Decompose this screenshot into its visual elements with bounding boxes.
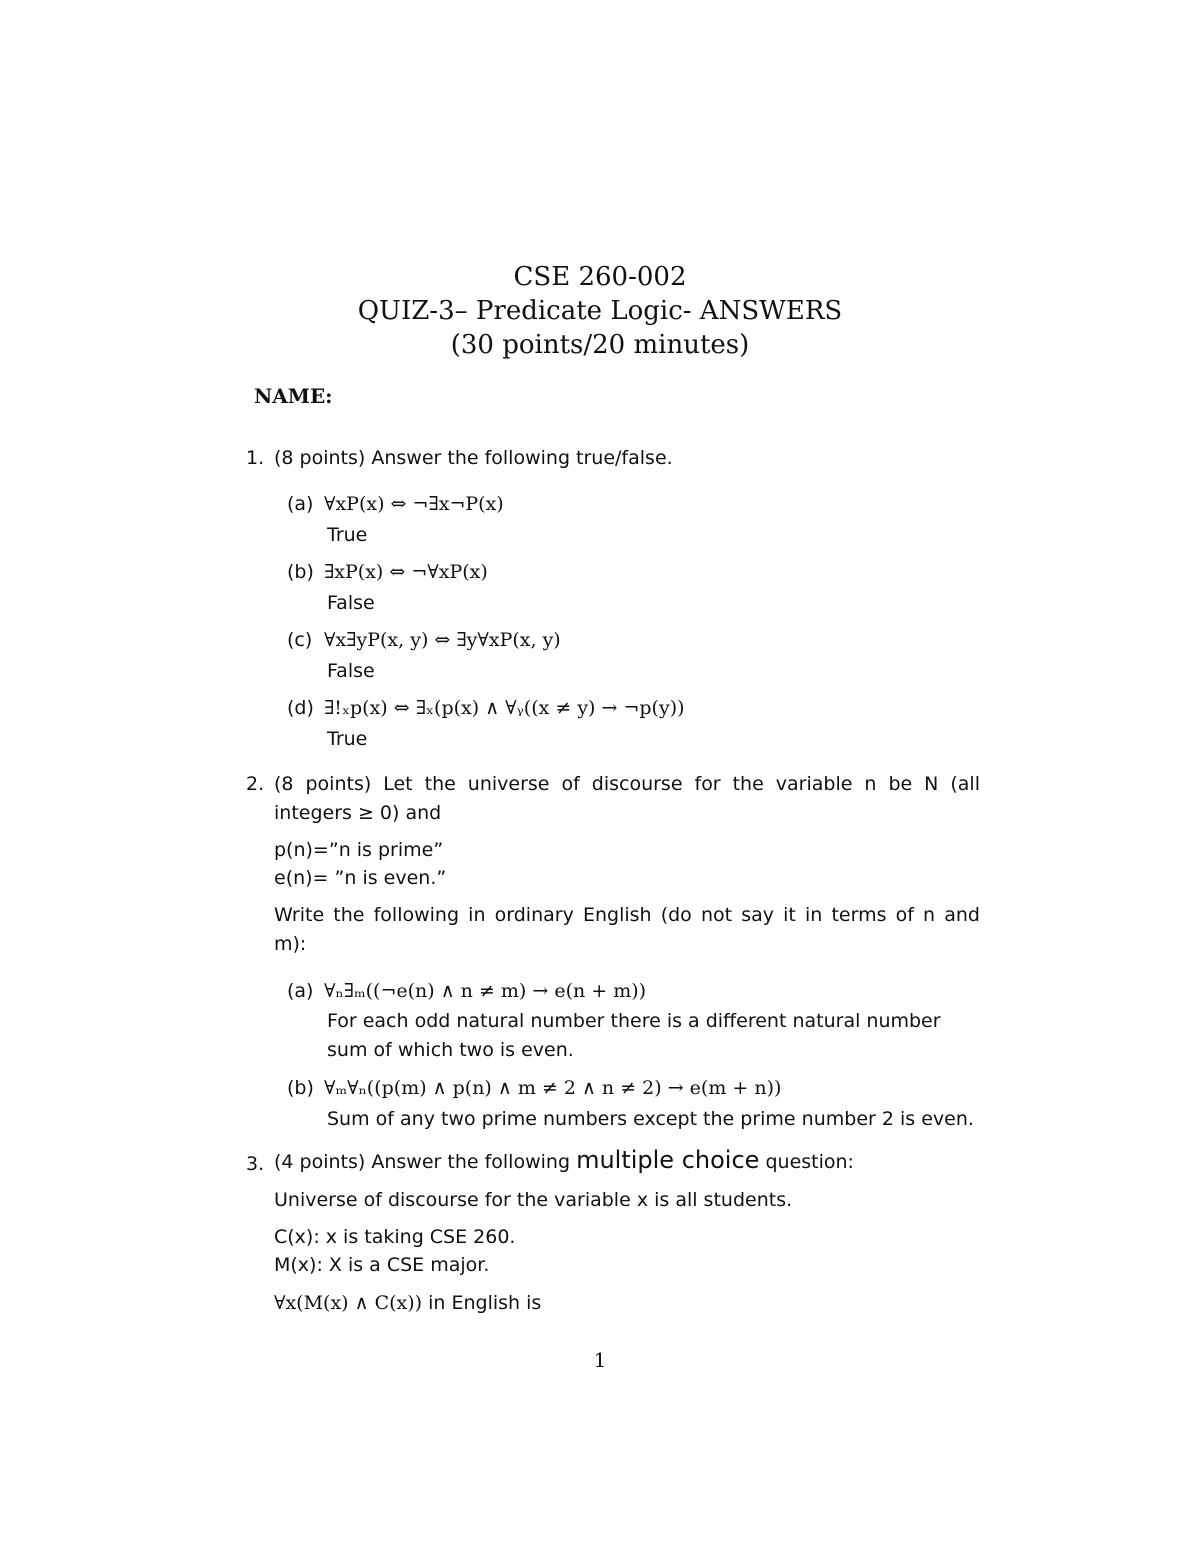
q2-def-p: p(n)=”n is prime” [274,839,444,861]
q3-def-m: M(x): X is a CSE major. [274,1254,490,1276]
q3-formula-line [274,1291,541,1315]
q1b-answer: False [327,592,375,614]
q1b-label: (b) [287,561,314,583]
q1a-label: (a) [287,493,314,515]
q2b-label: (b) [287,1077,314,1099]
q1b-formula: ∃xP(x) ⇔ ¬∀xP(x) [324,561,488,583]
q2-instruction-line2: m): [274,933,307,955]
q3-def-c: C(x): x is taking CSE 260. [274,1226,516,1248]
q3-universe: Universe of discourse for the variable x is all students. [274,1189,793,1211]
q2a-formula: ∀ₙ∃ₘ((¬e(n) ∧ n ≠ m) → e(n + m)) [324,980,647,1002]
q1-number: 1. [246,447,265,469]
q2-instruction-line1: Write the following in ordinary English (do not say it in terms of n and [274,904,980,926]
q3-prompt-big: multiple choice [576,1146,760,1174]
q2-prompt-line2: integers ≥ 0) and [274,802,442,824]
q1-prompt: (8 points) Answer the following true/false. [274,447,673,469]
q1d-formula: ∃!ₓp(x) ⇔ ∃ₓ(p(x) ∧ ∀ᵧ((x ≠ y) → ¬p(y)) [324,697,685,719]
title-block [0,260,1200,362]
q2b-formula: ∀ₘ∀ₙ((p(m) ∧ p(n) ∧ m ≠ 2 ∧ n ≠ 2) → e(m + n)) [324,1077,782,1099]
q2-def-e: e(n)= ”n is even.” [274,867,447,889]
q2b-answer-line1: Sum of any two prime numbers except the prime number 2 is even. [327,1108,974,1130]
points-time: (30 points/20 minutes) [450,330,750,360]
q1a-answer: True [327,524,368,546]
q2a-answer-line1: For each odd natural number there is a different natural number [327,1010,941,1032]
course-title: CSE 260-002 [513,262,687,292]
q1a-formula: ∀xP(x) ⇔ ¬∃x¬P(x) [324,493,504,515]
q3-prompt-end: question: [765,1151,854,1173]
name-label: NAME: [254,384,333,408]
page-number: 1 [593,1348,607,1372]
quiz-title: QUIZ-3– Predicate Logic- ANSWERS [357,296,843,326]
q1d-answer: True [327,728,368,750]
q2a-label: (a) [287,980,314,1002]
q3-formula: ∀x(M(x) ∧ C(x)) [274,1292,423,1314]
q3-number: 3. [246,1153,265,1175]
q3-formula-suffix: in English is [428,1292,542,1314]
q2-prompt-line1: (8 points) Let the universe of discourse for the variable n be N (all [274,773,980,795]
q3-prompt [274,1148,854,1174]
q1c-label: (c) [287,629,313,651]
q2a-answer-line2: sum of which two is even. [327,1039,574,1061]
q3-prompt-start: (4 points) Answer the following [274,1151,571,1173]
q2-number: 2. [246,773,265,795]
q1c-answer: False [327,660,375,682]
q1c-formula: ∀x∃yP(x, y) ⇔ ∃y∀xP(x, y) [324,629,561,651]
q1d-label: (d) [287,697,314,719]
